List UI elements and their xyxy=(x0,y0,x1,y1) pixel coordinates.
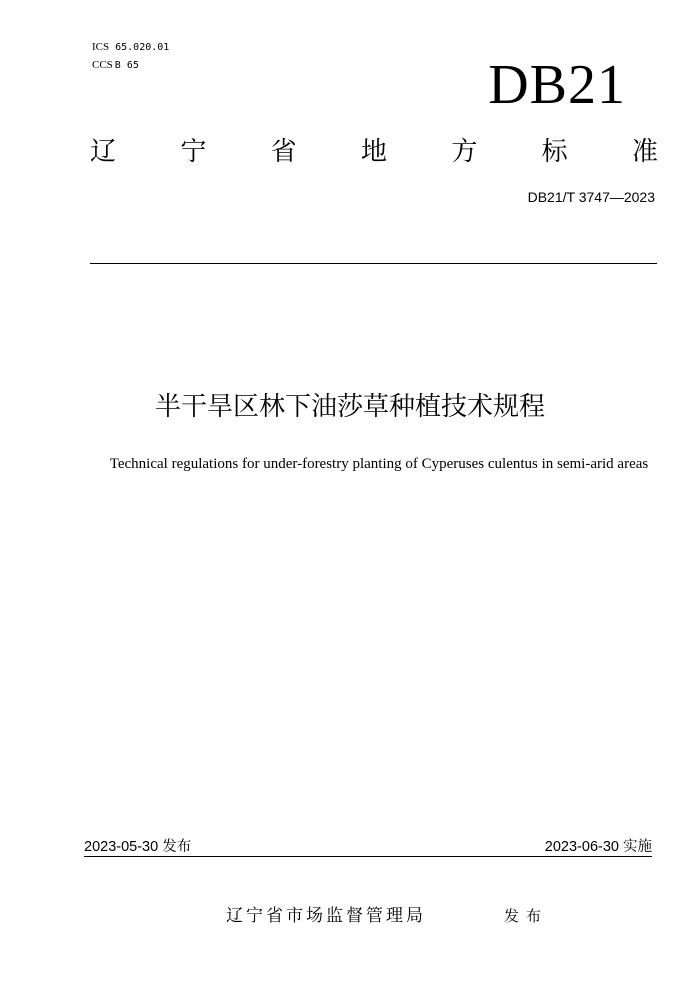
implement-date: 2023-06-30 实施 xyxy=(544,839,652,855)
standard-type-char: 准 xyxy=(631,137,658,167)
standard-type-char: 宁 xyxy=(180,137,207,167)
ics-code: 65.020.01 xyxy=(115,42,170,53)
ccs-label: CCS xyxy=(92,59,113,71)
standard-type-char: 辽 xyxy=(90,137,117,167)
standard-type-char: 标 xyxy=(541,137,568,167)
title-chinese: 半干旱区林下油莎草种植技术规程 xyxy=(154,392,545,422)
title-english: Technical regulations for under-forestry planting of Cyperuses culentus in semi-arid areas xyxy=(109,456,649,472)
standard-type-char: 省 xyxy=(270,137,297,167)
standard-type xyxy=(90,134,658,170)
bottom-divider xyxy=(84,856,652,857)
db-logo: DB21 xyxy=(488,54,626,116)
ccs-code: B 65 xyxy=(114,60,139,71)
issue-label: 发布 xyxy=(504,907,549,925)
top-divider xyxy=(90,263,657,264)
issuing-authority: 辽宁省市场监督管理局 xyxy=(226,906,426,926)
standard-number: DB21/T 3747—2023 xyxy=(527,189,655,205)
ccs-classification xyxy=(92,58,139,73)
standard-type-char: 方 xyxy=(451,137,478,167)
ics-label: ICS xyxy=(92,41,110,53)
ics-classification xyxy=(92,40,169,55)
standard-type-char: 地 xyxy=(360,137,387,167)
release-date: 2023-05-30 发布 xyxy=(84,839,192,855)
